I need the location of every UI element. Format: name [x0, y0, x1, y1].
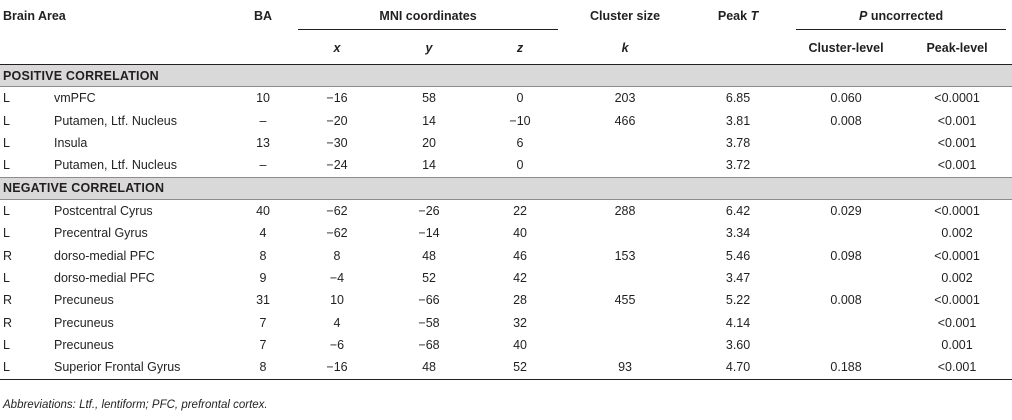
table-row: [0, 222, 1012, 244]
ba-cell: 8: [234, 356, 292, 379]
p-cluster-level-cell: 0.029: [830, 203, 862, 218]
header-peak-t: [686, 0, 790, 32]
table-row: [0, 334, 1012, 356]
p-cluster-level-cell: [790, 267, 902, 289]
table-row: [0, 312, 1012, 334]
ba-cell: 40: [256, 203, 270, 218]
x-cell: 4: [333, 315, 341, 330]
p-peak-level-cell: <0.0001: [934, 203, 980, 218]
peak-t-cell: 3.34: [725, 226, 751, 241]
cluster-size-cell: 288: [614, 203, 636, 218]
peak-t-cell: 3.78: [725, 135, 751, 150]
peak-t-cell: 4.70: [686, 356, 790, 379]
p-cluster-level-cell: [790, 312, 902, 334]
ba-cell: –: [259, 113, 267, 128]
p-peak-level-cell: <0.001: [937, 113, 977, 128]
peak-t-cell: 6.85: [725, 91, 751, 106]
y-cell: 58: [422, 91, 436, 106]
p-peak-level-cell: 0.002: [941, 270, 973, 285]
ba-cell: 7: [259, 338, 267, 353]
table-row: [0, 87, 1012, 110]
brain-area-cell: Precuneus: [54, 293, 114, 308]
cluster-size-cell: 203: [614, 91, 636, 106]
brain-area-cell: Postcentral Cyrus: [54, 203, 153, 218]
ba-cell: 8: [259, 248, 267, 263]
hemisphere-cell: L: [3, 203, 10, 218]
cluster-size-cell: 455: [614, 293, 636, 308]
header-mni-coordinates: MNI coordinates: [292, 0, 564, 32]
p-cluster-level-cell: 0.098: [830, 248, 862, 263]
table-row: [0, 199, 1012, 222]
hemisphere-cell: L: [0, 356, 54, 379]
hemisphere-cell: L: [3, 158, 10, 173]
ba-cell: –: [259, 158, 267, 173]
header-blank-3: [234, 32, 292, 65]
peak-t-cell: 5.46: [725, 248, 751, 263]
x-cell: −24: [326, 158, 348, 173]
section-header: [0, 65, 1012, 87]
cluster-size-cell: 93: [564, 356, 686, 379]
header-blank-4: [686, 32, 790, 65]
cluster-size-cell: 153: [614, 248, 636, 263]
brain-area-cell: vmPFC: [54, 91, 96, 106]
p-cluster-level-cell: [790, 334, 902, 356]
header-brain-area: Brain Area: [3, 9, 66, 23]
header-blank-1: [0, 32, 54, 65]
x-cell: −62: [326, 203, 348, 218]
z-cell: 40: [513, 338, 527, 353]
z-cell: 42: [513, 270, 527, 285]
header-cluster-level: Cluster-level: [790, 32, 902, 65]
ba-cell: 9: [259, 270, 267, 285]
x-cell: 8: [333, 248, 341, 263]
ba-cell: 10: [256, 91, 270, 106]
section-title: NEGATIVE CORRELATION: [0, 177, 1012, 199]
table-row: [0, 289, 1012, 311]
y-cell: −26: [418, 203, 440, 218]
cluster-size-cell: [564, 267, 686, 289]
ba-cell: 4: [259, 226, 267, 241]
y-cell: 52: [422, 270, 436, 285]
y-cell: 14: [422, 158, 436, 173]
x-cell: −30: [326, 135, 348, 150]
cluster-size-cell: [564, 312, 686, 334]
z-cell: 28: [513, 293, 527, 308]
brain-area-cell: Precentral Gyrus: [54, 226, 148, 241]
ba-cell: 7: [259, 315, 267, 330]
cluster-size-cell: [564, 334, 686, 356]
peak-t-cell: 4.14: [725, 315, 751, 330]
ba-cell: 31: [256, 293, 270, 308]
cluster-size-cell: [564, 154, 686, 177]
p-peak-level-cell: <0.001: [937, 158, 977, 173]
table-row: [0, 154, 1012, 177]
x-cell: −62: [326, 226, 348, 241]
z-cell: 32: [513, 315, 527, 330]
p-cluster-level-cell: 0.008: [830, 293, 862, 308]
hemisphere-cell: R: [3, 248, 13, 263]
p-cluster-level-cell: 0.060: [830, 91, 862, 106]
z-cell: 0: [516, 91, 524, 106]
brain-area-cell: Superior Frontal Gyrus: [54, 356, 234, 379]
header-y: y: [382, 32, 476, 65]
brain-area-cell: Precuneus: [54, 315, 114, 330]
z-cell: 40: [513, 226, 527, 241]
p-peak-level-cell: <0.001: [902, 356, 1012, 379]
cluster-size-cell: 466: [614, 113, 636, 128]
x-cell: 10: [330, 293, 344, 308]
ba-cell: 13: [256, 135, 270, 150]
z-cell: 6: [516, 135, 524, 150]
x-cell: −6: [329, 338, 345, 353]
peak-t-cell: 3.81: [725, 113, 751, 128]
table-row: [0, 109, 1012, 131]
table-row: [0, 356, 1012, 379]
header-p-uncorrected: [790, 0, 1012, 32]
header-k: k: [564, 32, 686, 65]
p-cluster-level-cell: [790, 154, 902, 177]
p-peak-level-cell: 0.001: [941, 338, 973, 353]
brain-area-cell: Insula: [54, 135, 88, 150]
y-cell: −66: [418, 293, 440, 308]
brain-area-cell: Precuneus: [54, 338, 114, 353]
x-cell: −16: [326, 91, 348, 106]
hemisphere-cell: L: [3, 113, 10, 128]
p-cluster-level-cell: 0.188: [790, 356, 902, 379]
peak-t-cell: 3.72: [725, 158, 751, 173]
hemisphere-cell: L: [3, 270, 10, 285]
footnote: Abbreviations: Ltf., lentiform; PFC, prefrontal cortex.: [3, 399, 268, 411]
table-row: [0, 267, 1012, 289]
table-row: [0, 244, 1012, 266]
header-z: z: [476, 32, 564, 65]
header-ba: BA: [253, 9, 273, 23]
brain-area-cell: Putamen, Ltf. Nucleus: [54, 113, 177, 128]
y-cell: 48: [382, 356, 476, 379]
p-peak-level-cell: 0.002: [941, 226, 973, 241]
peak-t-cell: 5.22: [725, 293, 751, 308]
y-cell: −58: [418, 315, 440, 330]
y-cell: 20: [422, 135, 436, 150]
section-header: [0, 177, 1012, 199]
p-peak-level-cell: <0.0001: [934, 91, 980, 106]
z-cell: −10: [509, 113, 531, 128]
peak-t-symbol: T: [750, 9, 759, 23]
p-symbol: P: [859, 9, 868, 23]
y-cell: 48: [422, 248, 436, 263]
x-cell: −20: [326, 113, 348, 128]
brain-area-cell: dorso-medial PFC: [54, 270, 155, 285]
section-title: POSITIVE CORRELATION: [0, 65, 1012, 87]
hemisphere-cell: R: [3, 293, 13, 308]
table-body: [0, 65, 1012, 380]
hemisphere-cell: R: [3, 315, 13, 330]
p-peak-level-cell: <0.0001: [934, 248, 980, 263]
brain-area-cell: Putamen, Ltf. Nucleus: [54, 158, 177, 173]
p-suffix: uncorrected: [867, 9, 944, 23]
p-peak-level-cell: <0.001: [937, 135, 977, 150]
peak-t-prefix: Peak: [717, 9, 751, 23]
hemisphere-cell: L: [3, 226, 10, 241]
hemisphere-cell: L: [3, 135, 10, 150]
peak-t-cell: 3.47: [725, 270, 751, 285]
hemisphere-cell: L: [3, 338, 10, 353]
y-cell: −68: [418, 338, 440, 353]
z-cell: 52: [476, 356, 564, 379]
p-cluster-level-cell: 0.008: [830, 113, 862, 128]
header-blank-2: [54, 32, 234, 65]
p-cluster-level-cell: [790, 222, 902, 244]
p-cluster-level-cell: [790, 132, 902, 154]
table-row: [0, 132, 1012, 154]
header-x: x: [292, 32, 382, 65]
z-cell: 22: [513, 203, 527, 218]
z-cell: 0: [516, 158, 524, 173]
brain-area-cell: dorso-medial PFC: [54, 248, 155, 263]
p-peak-level-cell: <0.0001: [934, 293, 980, 308]
peak-t-cell: 3.60: [725, 338, 751, 353]
x-cell: −4: [329, 270, 345, 285]
header-cluster-size: Cluster size: [589, 9, 661, 23]
y-cell: −14: [418, 226, 440, 241]
x-cell: −16: [292, 356, 382, 379]
cluster-size-cell: [564, 132, 686, 154]
cluster-size-cell: [564, 222, 686, 244]
z-cell: 46: [513, 248, 527, 263]
p-peak-level-cell: <0.001: [937, 315, 977, 330]
header-peak-level: Peak-level: [902, 32, 1012, 65]
hemisphere-cell: L: [3, 91, 10, 106]
peak-t-cell: 6.42: [725, 203, 751, 218]
y-cell: 14: [422, 113, 436, 128]
